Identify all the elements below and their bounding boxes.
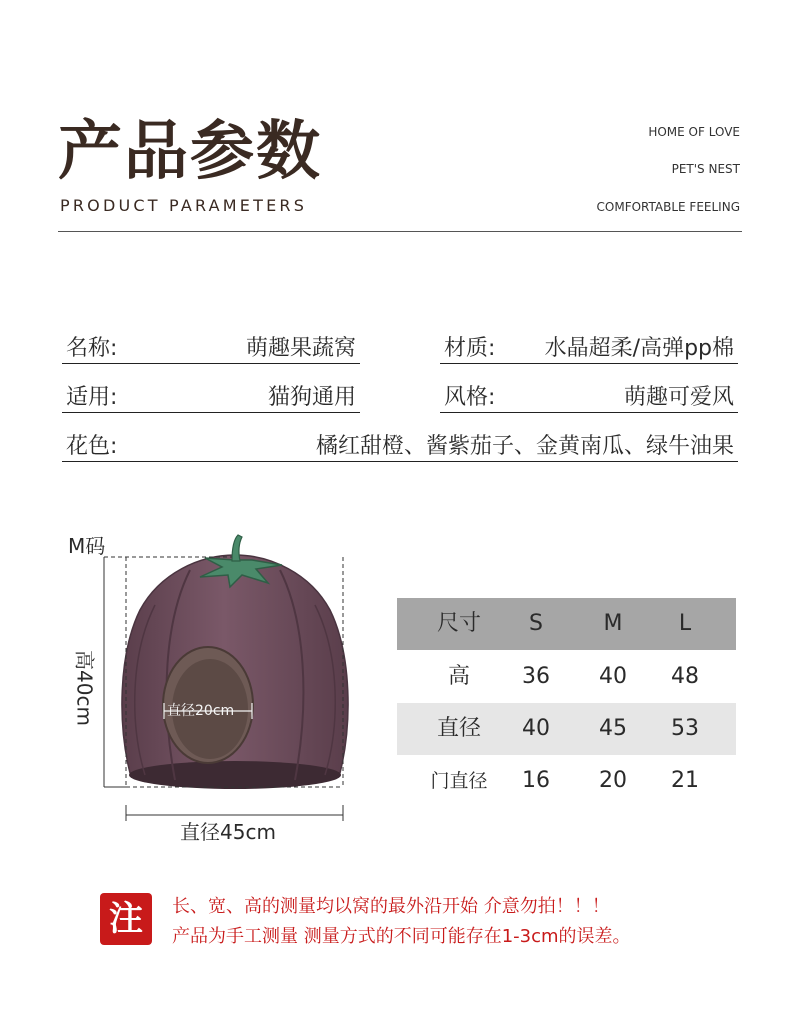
param-usage xyxy=(62,384,360,413)
param-usage-value: 猫狗通用 xyxy=(267,385,356,410)
size-header-s: S xyxy=(529,611,543,636)
param-material-value: 水晶超柔/高弹pp棉 xyxy=(544,336,734,361)
header-divider xyxy=(58,231,742,232)
tagline-1: HOME OF LOVE xyxy=(648,125,740,139)
param-usage-label: 适用: xyxy=(66,385,118,410)
param-material-label: 材质: xyxy=(444,336,496,361)
table-row xyxy=(397,703,736,755)
note-line-2: 产品为手工测量 测量方式的不同可能存在1-3cm的误差。 xyxy=(172,926,631,947)
row-label: 门直径 xyxy=(430,770,488,792)
size-header-l: L xyxy=(678,611,692,636)
cell-m: 40 xyxy=(599,664,627,689)
cell-m: 45 xyxy=(599,716,627,741)
height-label: 高40cm xyxy=(72,650,97,726)
size-header-label: 尺寸 xyxy=(436,611,482,636)
param-name-value: 萌趣果蔬窝 xyxy=(245,336,356,361)
page-title: 产品参数 xyxy=(58,115,322,189)
cell-s: 36 xyxy=(522,664,550,689)
product-illustration xyxy=(60,525,370,825)
param-name-label: 名称: xyxy=(66,336,118,361)
bed-base xyxy=(129,761,341,789)
cell-l: 53 xyxy=(671,716,699,741)
param-colors-label: 花色: xyxy=(66,434,118,459)
door-diameter-label: 直径20cm xyxy=(167,703,235,719)
cell-s: 16 xyxy=(522,768,550,793)
param-name xyxy=(62,335,360,364)
size-header-m: M xyxy=(603,611,623,636)
cell-s: 40 xyxy=(522,716,550,741)
param-material xyxy=(440,335,738,364)
row-label: 直径 xyxy=(436,716,482,741)
width-label: 直径45cm xyxy=(180,820,276,844)
param-style-value: 萌趣可爱风 xyxy=(623,385,734,410)
size-table-header xyxy=(397,598,736,650)
param-colors-value: 橘红甜橙、酱紫茄子、金黄南瓜、绿牛油果 xyxy=(315,434,734,459)
cell-l: 48 xyxy=(671,664,699,689)
param-colors xyxy=(62,433,738,462)
cell-l: 21 xyxy=(671,768,699,793)
size-m-label: M码 xyxy=(68,534,106,558)
note-badge: 注 xyxy=(100,893,152,945)
param-style xyxy=(440,384,738,413)
page-subtitle: PRODUCT PARAMETERS xyxy=(60,196,308,215)
tagline-3: COMFORTABLE FEELING xyxy=(596,200,740,214)
table-row xyxy=(397,651,736,703)
size-table xyxy=(397,598,736,808)
tagline-2: PET'S NEST xyxy=(671,162,740,176)
cell-m: 20 xyxy=(599,768,627,793)
note-line-1: 长、宽、高的测量均以窝的最外沿开始 介意勿拍！！！ xyxy=(172,896,610,917)
table-row xyxy=(397,755,736,807)
param-style-label: 风格: xyxy=(444,385,496,410)
row-label: 高 xyxy=(447,664,471,689)
